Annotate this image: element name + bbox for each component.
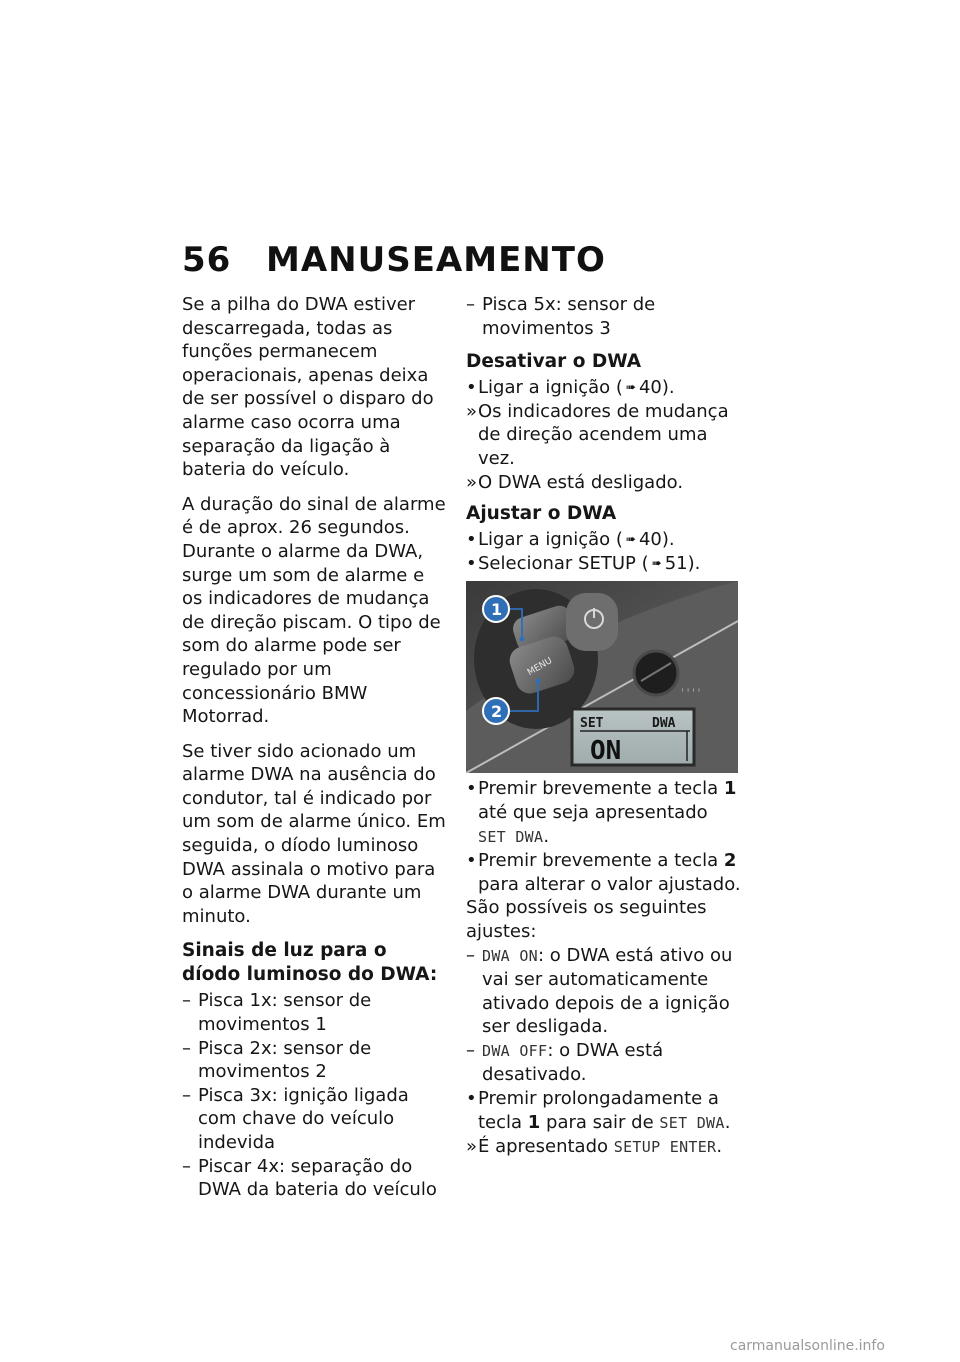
list-item: • Ligar a ignição ( ➠ 40).	[466, 529, 675, 551]
signals-list-continued	[466, 293, 748, 340]
deactivate-steps	[466, 376, 748, 494]
list-item: • Premir prolongadamente a tecla 1 para sair de SET DWA.	[466, 1088, 731, 1133]
list-item: • Premir brevemente a tecla 2 para alterar o valor ajustado.	[466, 850, 741, 895]
display-code: SET DWA	[659, 1113, 725, 1132]
result-icon: »	[466, 400, 478, 422]
reference-arrow-icon: ➠	[625, 380, 636, 395]
bullet-icon: •	[466, 529, 477, 551]
display-code: DWA ON	[482, 946, 538, 965]
bullet-icon: •	[466, 778, 477, 800]
dash-icon: –	[466, 1039, 475, 1061]
list-item: – Pisca 5x: sensor de movimentos 3	[466, 294, 656, 339]
dash-icon: –	[182, 1155, 191, 1177]
list-item: » O DWA está desligado.	[466, 471, 684, 493]
result-icon: »	[466, 471, 478, 493]
key-reference: 1	[723, 778, 737, 800]
list-item: – Pisca 3x: ignição ligada com chave do veículo indevida	[182, 1084, 409, 1153]
adjust-steps	[466, 528, 748, 575]
callout-2-label: 2	[491, 702, 503, 722]
bullet-icon: •	[466, 1088, 477, 1110]
lcd-value: ON	[590, 736, 622, 767]
dash-icon: –	[466, 294, 475, 315]
exit-steps	[466, 1087, 748, 1160]
list-item: • Premir brevemente a tecla 1 até que seja apresentado SET DWA.	[466, 778, 737, 847]
svg-text:ꜝꜝꜝꜝ: ꜝꜝꜝꜝ	[680, 688, 702, 699]
heading-adjust-dwa: Ajustar o DWA	[466, 503, 617, 525]
paragraph-alarm-absence: Se tiver sido acionado um alarme DWA na ausência do condutor, tal é indicado por um som de alarme único. Em seguida, o díodo luminoso DWA assinala o motivo para o alarme DWA durante um minuto.	[182, 740, 446, 927]
watermark: carmanualsonline.info	[730, 1338, 885, 1354]
heading-light-signals: Sinais de luz para o díodo luminoso do DWA:	[182, 940, 438, 986]
list-item: » Os indicadores de mudança de direção acendem uma vez.	[466, 400, 729, 469]
menu-label: MENU	[525, 656, 555, 679]
display-code: SETUP ENTER	[613, 1138, 717, 1157]
dash-icon: –	[182, 1084, 191, 1106]
left-column	[182, 293, 450, 1210]
page-number: 56	[182, 240, 232, 280]
key-reference: 2	[723, 850, 737, 872]
lcd-dwa-label: DWA	[652, 716, 676, 732]
options-intro: São possíveis os seguintes ajustes:	[466, 897, 707, 942]
result-icon: »	[466, 1136, 478, 1158]
list-item: » É apresentado SETUP ENTER.	[466, 1136, 723, 1158]
display-code: DWA OFF	[482, 1041, 548, 1060]
power-button	[566, 593, 618, 651]
page-title: MANUSEAMENTO	[266, 240, 606, 280]
bullet-icon: •	[466, 552, 477, 574]
list-item: – Pisca 1x: sensor de movimentos 1	[182, 990, 372, 1036]
list-item: • Selecionar SETUP ( ➠ 51).	[466, 552, 701, 574]
reference-arrow-icon: ➠	[651, 555, 662, 570]
list-item: • Ligar a ignição ( ➠ 40).	[466, 377, 675, 399]
reference-arrow-icon: ➠	[625, 532, 636, 547]
page-header	[182, 240, 782, 280]
paragraph-battery: Se a pilha do DWA estiver descarregada, todas as funções permanecem operacionais, apenas deixa de ser possível o disparo do alarme caso ocorra uma separação da ligação à bateria do veículo.	[182, 294, 434, 481]
bullet-icon: •	[466, 377, 477, 399]
dwa-switch-illustration	[466, 581, 738, 773]
right-column	[466, 293, 748, 1168]
dash-icon: –	[182, 1037, 191, 1059]
key-reference: 1	[527, 1111, 541, 1133]
dash-icon: –	[182, 990, 191, 1012]
lcd-set-label: SET	[580, 716, 604, 732]
list-item: – Pisca 2x: sensor de movimentos 2	[182, 1037, 372, 1083]
heading-deactivate-dwa: Desativar o DWA	[466, 351, 642, 373]
callout-1-label: 1	[491, 600, 503, 620]
bullet-icon: •	[466, 850, 477, 872]
list-item: – DWA ON: o DWA está ativo ou vai ser automaticamente ativado depois de a ignição ser desligada.	[466, 944, 733, 1038]
set-dwa-steps	[466, 777, 748, 896]
display-code: SET DWA	[478, 827, 544, 846]
options-list	[466, 944, 748, 1088]
list-item: – Piscar 4x: separação do DWA da bateria do veículo	[182, 1155, 437, 1201]
paragraph-alarm-duration: A duração do sinal de alarme é de aprox. 26 segundos. Durante o alarme da DWA, surge um som de alarme e os indicadores de mudança de direção piscam. O tipo de som do alarme pode ser regulado por um concessionário BMW Motorrad.	[182, 493, 446, 728]
signals-list	[182, 989, 450, 1201]
list-item: – DWA OFF: o DWA está desativado.	[466, 1039, 664, 1086]
dash-icon: –	[466, 944, 475, 966]
